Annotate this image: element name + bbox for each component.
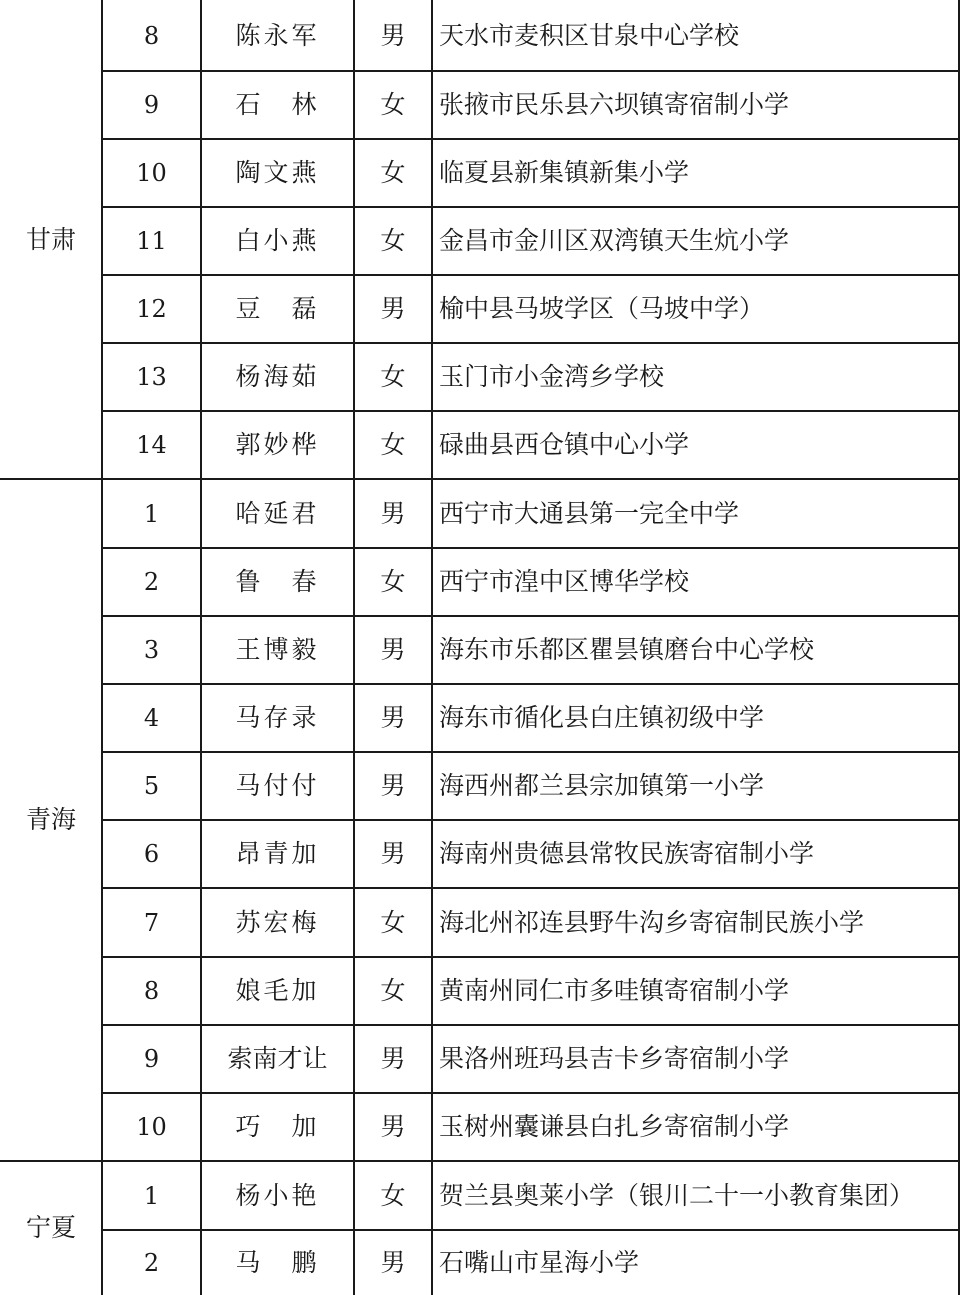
row-number: 8 <box>143 21 160 50</box>
teacher-name: 郭妙桦 <box>235 430 320 460</box>
teacher-name: 哈延君 <box>235 498 320 528</box>
teacher-gender: 男 <box>380 703 406 733</box>
row-number: 9 <box>143 91 160 119</box>
teacher-gender: 男 <box>380 839 406 869</box>
province-label: 宁夏 <box>25 1213 76 1243</box>
teacher-name: 鲁 春 <box>235 567 320 597</box>
row-number: 3 <box>143 636 160 664</box>
teacher-name: 巧 加 <box>235 1112 320 1142</box>
teacher-name: 娘毛加 <box>235 976 320 1006</box>
row-number: 4 <box>143 704 160 732</box>
row-number: 10 <box>136 1113 167 1141</box>
teacher-name: 陶文燕 <box>235 158 320 188</box>
teacher-gender: 女 <box>380 976 406 1006</box>
school-name: 西宁市大通县第一完全中学 <box>439 498 740 528</box>
school-name: 贺兰县奥莱小学（银川二十一小教育集团） <box>439 1180 915 1210</box>
row-number: 11 <box>136 227 167 255</box>
row-number: 13 <box>136 363 167 391</box>
school-name: 碌曲县西仓镇中心小学 <box>439 430 690 460</box>
teacher-name: 杨海茹 <box>235 362 320 392</box>
school-name: 玉树州囊谦县白扎乡寄宿制小学 <box>439 1112 790 1142</box>
row-number: 10 <box>136 159 167 187</box>
teacher-name: 马存录 <box>235 703 320 733</box>
teacher-gender: 女 <box>380 226 406 256</box>
school-name: 海南州贵德县常牧民族寄宿制小学 <box>439 839 815 869</box>
school-name: 榆中县马坡学区（马坡中学） <box>439 294 765 324</box>
teacher-name: 陈永军 <box>235 20 320 50</box>
school-name: 天水市麦积区甘泉中心学校 <box>439 20 740 50</box>
teacher-name: 石 林 <box>235 90 320 120</box>
school-name: 黄南州同仁市多哇镇寄宿制小学 <box>439 976 790 1006</box>
teacher-name: 苏宏梅 <box>235 907 320 937</box>
row-number: 7 <box>143 908 160 937</box>
teacher-name: 杨小艳 <box>235 1180 320 1210</box>
school-name: 石嘴山市星海小学 <box>439 1247 640 1277</box>
row-number: 6 <box>143 840 160 868</box>
row-number: 5 <box>143 772 160 800</box>
teacher-name: 王博毅 <box>235 635 320 665</box>
teacher-gender: 男 <box>380 294 406 324</box>
teacher-gender: 男 <box>380 1112 406 1142</box>
teacher-gender: 男 <box>380 1044 406 1074</box>
row-number: 2 <box>143 568 160 596</box>
teacher-gender: 男 <box>380 498 406 528</box>
teacher-gender: 女 <box>380 362 406 392</box>
school-name: 果洛州班玛县吉卡乡寄宿制小学 <box>439 1044 790 1074</box>
row-number: 9 <box>143 1045 160 1073</box>
teacher-name: 豆 磊 <box>235 294 320 324</box>
teacher-gender: 男 <box>380 20 406 50</box>
teacher-gender: 女 <box>380 1180 406 1210</box>
row-number: 1 <box>143 499 160 528</box>
teacher-gender: 女 <box>380 90 406 120</box>
teacher-name: 马 鹏 <box>235 1247 320 1277</box>
teacher-gender: 女 <box>380 907 406 937</box>
school-name: 临夏县新集镇新集小学 <box>439 158 690 188</box>
row-number: 12 <box>136 295 167 323</box>
teacher-name: 白小燕 <box>235 226 320 256</box>
school-name: 海西州都兰县宗加镇第一小学 <box>439 771 765 801</box>
row-number: 1 <box>143 1181 160 1210</box>
teacher-gender: 女 <box>380 158 406 188</box>
school-name: 西宁市湟中区博华学校 <box>439 567 690 597</box>
teacher-gender: 女 <box>380 567 406 597</box>
teacher-gender: 男 <box>380 635 406 665</box>
school-name: 海北州祁连县野牛沟乡寄宿制民族小学 <box>439 907 865 937</box>
row-number: 2 <box>143 1248 160 1277</box>
school-name: 张掖市民乐县六坝镇寄宿制小学 <box>439 90 790 120</box>
school-name: 海东市乐都区瞿昙镇磨台中心学校 <box>439 635 815 665</box>
school-name: 玉门市小金湾乡学校 <box>439 362 665 392</box>
province-label: 甘肃 <box>25 224 76 254</box>
teacher-name: 昂青加 <box>235 839 320 869</box>
teacher-gender: 男 <box>380 771 406 801</box>
province-label: 青海 <box>25 805 76 835</box>
row-number: 8 <box>143 977 160 1005</box>
school-name: 海东市循化县白庄镇初级中学 <box>439 703 765 733</box>
teacher-name: 马付付 <box>235 771 320 801</box>
row-number: 14 <box>136 431 167 459</box>
teacher-gender: 男 <box>380 1247 406 1277</box>
teacher-gender: 女 <box>380 430 406 460</box>
school-name: 金昌市金川区双湾镇天生炕小学 <box>439 226 790 256</box>
teacher-name: 索南才让 <box>227 1044 328 1074</box>
